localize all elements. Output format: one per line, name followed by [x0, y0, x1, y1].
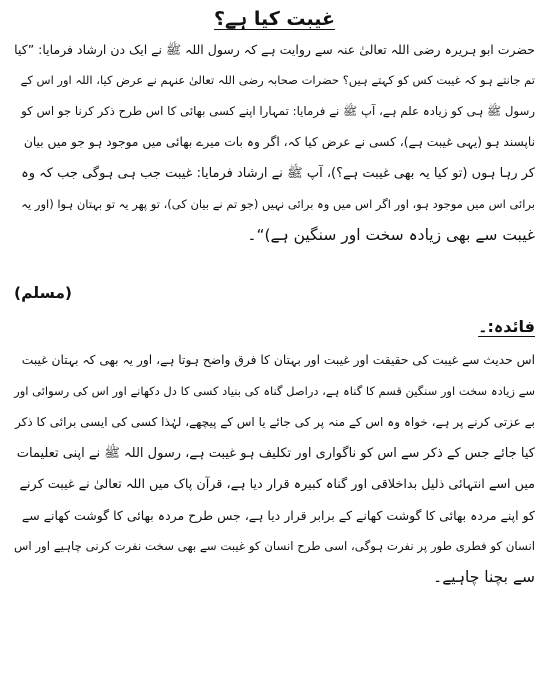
text-line: میں اسے انتہائی ذلیل بداخلاقی اور گناہ کبیرہ قرار دیا ہے، قرآن پاک میں اللہ تعالیٰ نے غیبت کرنے: [19, 477, 535, 492]
section-heading: فائدہ:۔: [478, 317, 535, 336]
text-line: بے عزتی کرنے پر ہے، خواہ وہ اس کے منہ پر کی جائے یا اس کے پیچھے، لہٰذا کسی کی ایسی برائی کا ذکر: [15, 415, 535, 429]
text-line: رسول ﷺ ہی کو زیادہ علم ہے، آپ ﷺ نے فرمایا: تمہارا اپنے کسی بھائی کا اس طرح ذکر کرنا جو اس کو: [21, 104, 535, 118]
hadith-paragraph: [14, 34, 535, 251]
text-line: ناپسند ہو (یہی غیبت ہے)، کسی نے عرض کیا کہ، اگر وہ بات میرے بھائی میں موجود ہو جو میں بیان: [23, 135, 535, 149]
text-line: کیا جائے جس کے ذکر سے اس کو ناگواری اور تکلیف ہو غیبت ہے، رسول اللہ ﷺ نے اپنی تعلیمات: [16, 446, 535, 461]
text-line: برائی اس میں موجود ہو، اور اگر اس میں وہ برائی نہیں (جو تم نے بیان کی)، تو پھر یہ تو بہتان ہوا (اور یہ: [21, 197, 535, 211]
text-line: حضرت ابو ہریرہ رضی اللہ تعالیٰ عنہ سے روایت ہے کہ رسول اللہ ﷺ نے ایک دن ارشاد فرمایا: ”کیا: [14, 42, 535, 57]
text-line: غیبت سے بھی زیادہ سخت اور سنگین ہے)“۔: [247, 226, 535, 244]
source-citation: (مسلم): [14, 284, 73, 302]
page-title: غیبت کیا ہے؟: [213, 8, 336, 30]
text-line: تم جانتے ہو کہ غیبت کس کو کہتے ہیں؟ حضرات صحابہ رضی اللہ تعالیٰ عنہم نے عرض کیا، اللہ اور اس کے: [20, 73, 535, 87]
text-line: انسان کو فطری طور پر نفرت ہوگی، اسی طرح انسان کو غیبت سے بھی سخت نفرت کرنی چاہیے اور اس: [14, 539, 535, 553]
text-line: اس حدیث سے غیبت کی حقیقت اور غیبت اور بہتان کا فرق واضح ہوتا ہے، اور یہ بھی کہ بہتان غیبت: [21, 353, 535, 367]
commentary-paragraph: [14, 345, 535, 593]
text-line: سے زیادہ سخت اور سنگین قسم کا گناہ ہے، دراصل گناہ کی بنیاد کسی کا دل دکھانے اور اس کی رسوائی اور: [14, 384, 535, 398]
text-line: کو اپنے مردہ بھائی کا گوشت کھانے کے برابر قرار دیا ہے، جس طرح مردہ بھائی کا گوشت کھانے سے: [21, 508, 535, 523]
text-line: کر رہا ہوں (تو کیا یہ بھی غیبت ہے؟)، آپ ﷺ نے ارشاد فرمایا: غیبت جب ہی ہوگی جب کہ وہ: [21, 166, 535, 181]
text-line: سے بچنا چاہیے۔: [433, 568, 535, 586]
